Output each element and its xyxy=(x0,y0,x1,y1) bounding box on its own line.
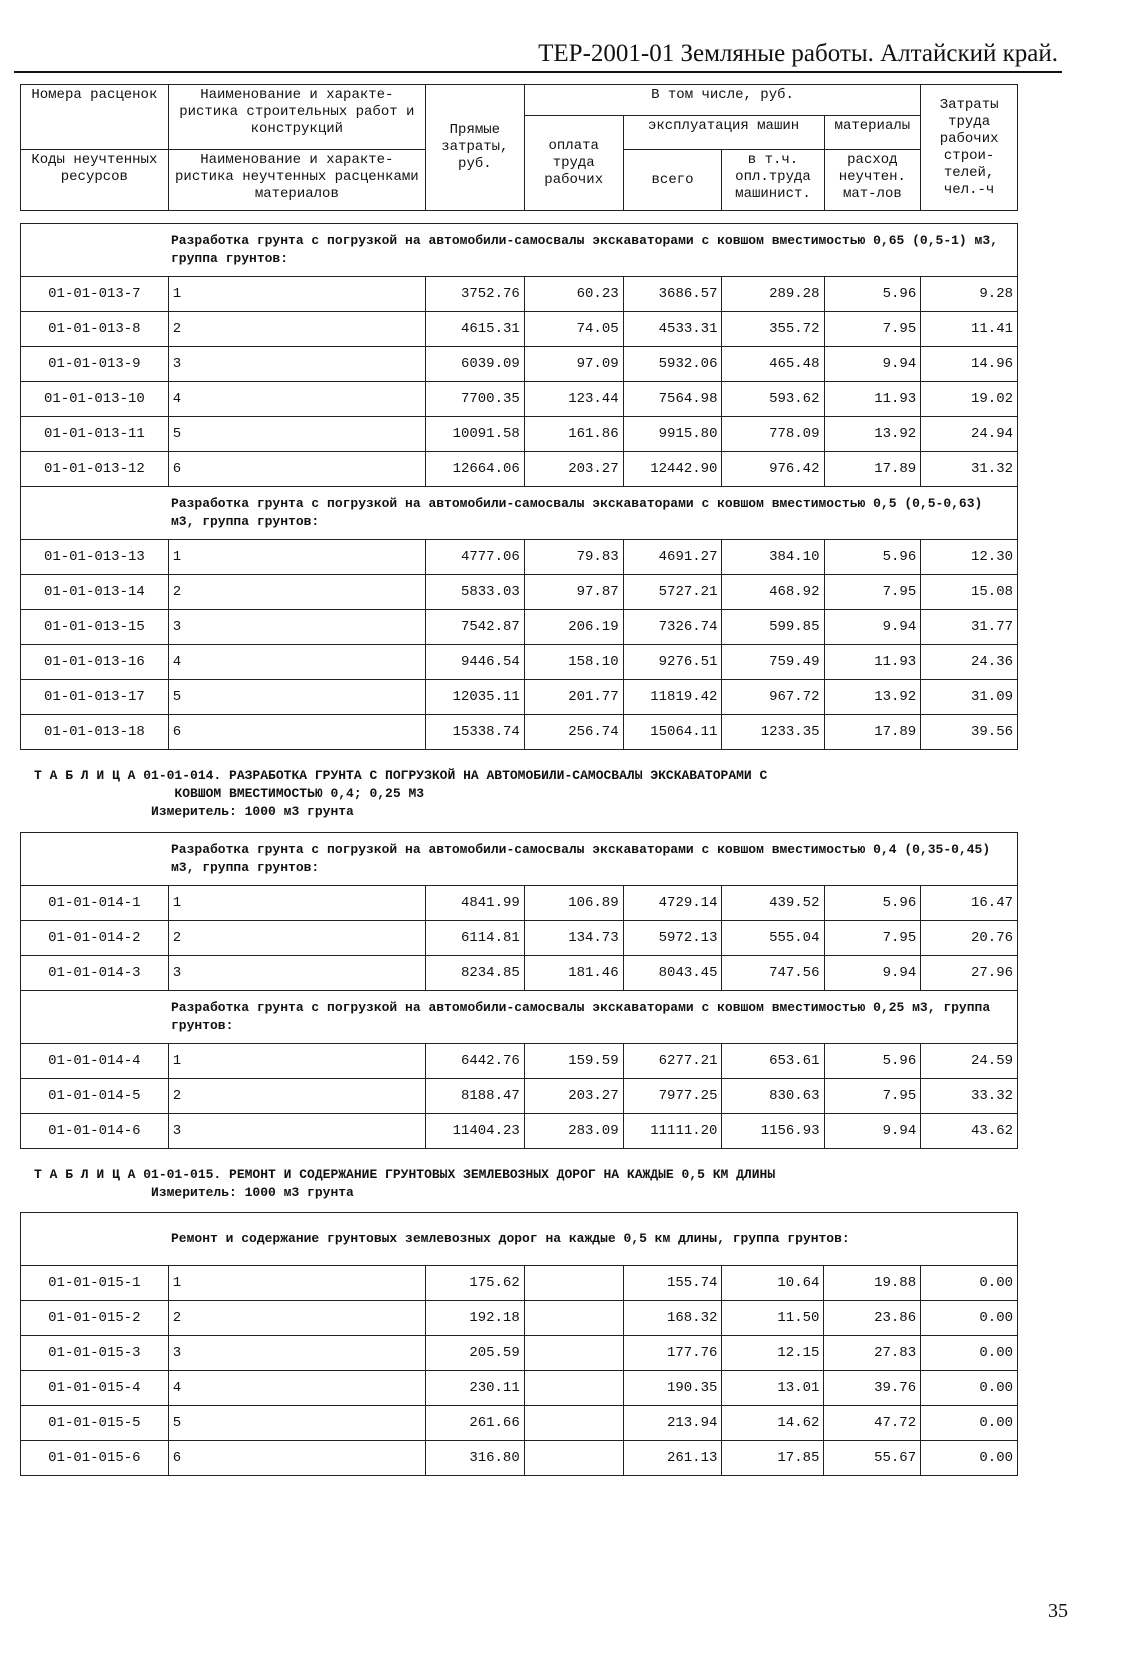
rate-code-cell: 01-01-014-6 xyxy=(21,1114,169,1149)
machine-total-cell: 4533.31 xyxy=(623,312,722,347)
group-number-cell: 4 xyxy=(168,382,425,417)
labor-wage-cell: 161.86 xyxy=(524,417,623,452)
machine-operator-wage-cell: 12.15 xyxy=(722,1336,824,1371)
direct-cost-cell: 7542.87 xyxy=(425,610,524,645)
group-number-cell: 1 xyxy=(168,1044,425,1079)
rates-table-013 xyxy=(20,223,1018,750)
machine-total-cell: 168.32 xyxy=(623,1301,722,1336)
table-row xyxy=(21,1301,1018,1336)
direct-cost-cell: 9446.54 xyxy=(425,645,524,680)
section-row xyxy=(21,487,1018,540)
rate-code-cell: 01-01-015-4 xyxy=(21,1371,169,1406)
materials-cell: 11.93 xyxy=(824,645,921,680)
labor-hours-cell: 31.32 xyxy=(921,452,1018,487)
machine-total-cell: 5727.21 xyxy=(623,575,722,610)
labor-wage-cell: 97.09 xyxy=(524,347,623,382)
materials-cell: 47.72 xyxy=(824,1406,921,1441)
direct-cost-cell: 4841.99 xyxy=(425,886,524,921)
direct-cost-cell: 316.80 xyxy=(425,1441,524,1476)
table-row xyxy=(21,347,1018,382)
table-caption-014: Т А Б Л И Ц А 01-01-014. РАЗРАБОТКА ГРУНТА С ПОГРУЗКОЙ НА АВТОМОБИЛИ-САМОСВАЛЫ ЭКСКАВАТОРАМИ С КОВШОМ ВМЕСТИМОСТЬЮ 0,4; 0,25 М3 Измеритель: 1000 м3 грунта xyxy=(34,768,768,819)
labor-hours-cell: 19.02 xyxy=(921,382,1018,417)
machine-total-cell: 11111.20 xyxy=(623,1114,722,1149)
direct-cost-cell: 6039.09 xyxy=(425,347,524,382)
direct-cost-cell: 6114.81 xyxy=(425,921,524,956)
table-row xyxy=(21,1336,1018,1371)
group-number-cell: 3 xyxy=(168,956,425,991)
machine-operator-wage-cell: 14.62 xyxy=(722,1406,824,1441)
table-row xyxy=(21,645,1018,680)
group-number-cell: 4 xyxy=(168,1371,425,1406)
rate-code-cell: 01-01-013-13 xyxy=(21,540,169,575)
machine-operator-wage-cell: 830.63 xyxy=(722,1079,824,1114)
labor-wage-cell: 123.44 xyxy=(524,382,623,417)
group-number-cell: 2 xyxy=(168,1079,425,1114)
group-number-cell: 3 xyxy=(168,610,425,645)
labor-hours-cell: 0.00 xyxy=(921,1406,1018,1441)
machine-total-cell: 7977.25 xyxy=(623,1079,722,1114)
materials-cell: 9.94 xyxy=(824,1114,921,1149)
machine-operator-wage-cell: 10.64 xyxy=(722,1266,824,1301)
machine-total-cell: 261.13 xyxy=(623,1441,722,1476)
group-number-cell: 1 xyxy=(168,277,425,312)
labor-hours-cell: 14.96 xyxy=(921,347,1018,382)
labor-wage-cell: 283.09 xyxy=(524,1114,623,1149)
machine-total-cell: 190.35 xyxy=(623,1371,722,1406)
group-number-cell: 6 xyxy=(168,1441,425,1476)
direct-cost-cell: 230.11 xyxy=(425,1371,524,1406)
labor-wage-cell xyxy=(524,1336,623,1371)
labor-hours-cell: 39.56 xyxy=(921,715,1018,750)
machine-operator-wage-cell: 778.09 xyxy=(722,417,824,452)
table-row xyxy=(21,921,1018,956)
rate-code-cell: 01-01-013-10 xyxy=(21,382,169,417)
machine-total-cell: 177.76 xyxy=(623,1336,722,1371)
rate-code-cell: 01-01-015-6 xyxy=(21,1441,169,1476)
table-row xyxy=(21,886,1018,921)
machine-operator-wage-cell: 759.49 xyxy=(722,645,824,680)
machine-total-cell: 5972.13 xyxy=(623,921,722,956)
machine-operator-wage-cell: 1233.35 xyxy=(722,715,824,750)
rate-code-cell: 01-01-015-3 xyxy=(21,1336,169,1371)
group-number-cell: 5 xyxy=(168,1406,425,1441)
rate-code-cell: 01-01-013-9 xyxy=(21,347,169,382)
rate-code-cell: 01-01-014-4 xyxy=(21,1044,169,1079)
group-number-cell: 2 xyxy=(168,921,425,956)
table-row xyxy=(21,312,1018,347)
machine-operator-wage-cell: 11.50 xyxy=(722,1301,824,1336)
table-row xyxy=(21,277,1018,312)
labor-hours-cell: 24.36 xyxy=(921,645,1018,680)
header-ekspl: эксплуатация машин xyxy=(623,116,824,150)
machine-total-cell: 4691.27 xyxy=(623,540,722,575)
machine-total-cell: 7564.98 xyxy=(623,382,722,417)
table-row xyxy=(21,417,1018,452)
labor-hours-cell: 16.47 xyxy=(921,886,1018,921)
rate-code-cell: 01-01-015-5 xyxy=(21,1406,169,1441)
materials-cell: 7.95 xyxy=(824,921,921,956)
direct-cost-cell: 12664.06 xyxy=(425,452,524,487)
materials-cell: 7.95 xyxy=(824,575,921,610)
group-number-cell: 5 xyxy=(168,417,425,452)
machine-operator-wage-cell: 555.04 xyxy=(722,921,824,956)
group-number-cell: 3 xyxy=(168,347,425,382)
group-number-cell: 2 xyxy=(168,312,425,347)
machine-total-cell: 155.74 xyxy=(623,1266,722,1301)
labor-wage-cell: 60.23 xyxy=(524,277,623,312)
machine-operator-wage-cell: 355.72 xyxy=(722,312,824,347)
header-vtch: в т.ч. опл.труда машинист. xyxy=(722,150,824,211)
section-title: Разработка грунта с погрузкой на автомобили-самосвалы экскаваторами с ковшом вместимостью 0,65 (0,5-1) м3, группа грунтов: xyxy=(21,224,1018,277)
table-caption-015: Т А Б Л И Ц А 01-01-015. РЕМОНТ И СОДЕРЖАНИЕ ГРУНТОВЫХ ЗЕМЛЕВОЗНЫХ ДОРОГ НА КАЖДЫЕ 0,5 КМ ДЛИНЫ Измеритель: 1000 м3 грунта xyxy=(34,1167,776,1200)
section-title: Разработка грунта с погрузкой на автомобили-самосвалы экскаваторами с ковшом вместимостью 0,5 (0,5-0,63) м3, группа грунтов: xyxy=(21,487,1018,540)
direct-cost-cell: 4777.06 xyxy=(425,540,524,575)
group-number-cell: 5 xyxy=(168,680,425,715)
machine-operator-wage-cell: 1156.93 xyxy=(722,1114,824,1149)
direct-cost-cell: 4615.31 xyxy=(425,312,524,347)
rate-code-cell: 01-01-014-3 xyxy=(21,956,169,991)
machine-total-cell: 7326.74 xyxy=(623,610,722,645)
table-row xyxy=(21,540,1018,575)
machine-operator-wage-cell: 747.56 xyxy=(722,956,824,991)
labor-wage-cell: 158.10 xyxy=(524,645,623,680)
rate-code-cell: 01-01-015-1 xyxy=(21,1266,169,1301)
labor-hours-cell: 15.08 xyxy=(921,575,1018,610)
materials-cell: 5.96 xyxy=(824,1044,921,1079)
labor-hours-cell: 24.94 xyxy=(921,417,1018,452)
labor-hours-cell: 27.96 xyxy=(921,956,1018,991)
header-vtom: В том числе, руб. xyxy=(524,85,920,116)
machine-total-cell: 15064.11 xyxy=(623,715,722,750)
table-row xyxy=(21,382,1018,417)
direct-cost-cell: 8188.47 xyxy=(425,1079,524,1114)
rate-code-cell: 01-01-013-14 xyxy=(21,575,169,610)
machine-operator-wage-cell: 468.92 xyxy=(722,575,824,610)
table-row xyxy=(21,575,1018,610)
table-row xyxy=(21,1114,1018,1149)
labor-wage-cell xyxy=(524,1266,623,1301)
machine-total-cell: 9276.51 xyxy=(623,645,722,680)
materials-cell: 5.96 xyxy=(824,277,921,312)
labor-hours-cell: 0.00 xyxy=(921,1441,1018,1476)
machine-total-cell: 9915.80 xyxy=(623,417,722,452)
materials-cell: 11.93 xyxy=(824,382,921,417)
header-naim: Наименование и характе-ристика строительных работ и конструкций xyxy=(168,85,425,150)
machine-operator-wage-cell: 439.52 xyxy=(722,886,824,921)
table-row xyxy=(21,610,1018,645)
machine-operator-wage-cell: 465.48 xyxy=(722,347,824,382)
table-row xyxy=(21,1079,1018,1114)
direct-cost-cell: 6442.76 xyxy=(425,1044,524,1079)
header-rashod: расход неучтен. мат-лов xyxy=(824,150,921,211)
labor-hours-cell: 20.76 xyxy=(921,921,1018,956)
header-kody: Коды неучтенных ресурсов xyxy=(21,150,169,211)
materials-cell: 5.96 xyxy=(824,886,921,921)
group-number-cell: 1 xyxy=(168,1266,425,1301)
machine-operator-wage-cell: 593.62 xyxy=(722,382,824,417)
materials-cell: 13.92 xyxy=(824,680,921,715)
direct-cost-cell: 10091.58 xyxy=(425,417,524,452)
table-row xyxy=(21,1266,1018,1301)
table-row xyxy=(21,452,1018,487)
header-oplata: оплата труда рабочих xyxy=(524,116,623,211)
section-title: Разработка грунта с погрузкой на автомобили-самосвалы экскаваторами с ковшом вместимостью 0,25 м3, группа грунтов: xyxy=(21,991,1018,1044)
table-row xyxy=(21,1371,1018,1406)
labor-hours-cell: 12.30 xyxy=(921,540,1018,575)
machine-total-cell: 3686.57 xyxy=(623,277,722,312)
group-number-cell: 3 xyxy=(168,1114,425,1149)
labor-hours-cell: 0.00 xyxy=(921,1266,1018,1301)
labor-hours-cell: 33.32 xyxy=(921,1079,1018,1114)
labor-wage-cell: 74.05 xyxy=(524,312,623,347)
header-nomera: Номера расценок xyxy=(21,85,169,150)
materials-cell: 5.96 xyxy=(824,540,921,575)
materials-cell: 7.95 xyxy=(824,1079,921,1114)
materials-cell: 23.86 xyxy=(824,1301,921,1336)
page-number: 35 xyxy=(1048,1600,1068,1622)
machine-operator-wage-cell: 967.72 xyxy=(722,680,824,715)
page-header xyxy=(14,40,1062,73)
machine-total-cell: 213.94 xyxy=(623,1406,722,1441)
column-header-table xyxy=(20,84,1018,211)
machine-total-cell: 12442.90 xyxy=(623,452,722,487)
rate-code-cell: 01-01-013-11 xyxy=(21,417,169,452)
machine-operator-wage-cell: 976.42 xyxy=(722,452,824,487)
labor-wage-cell: 181.46 xyxy=(524,956,623,991)
section-row xyxy=(21,1213,1018,1266)
labor-wage-cell: 203.27 xyxy=(524,1079,623,1114)
section-row xyxy=(21,833,1018,886)
materials-cell: 7.95 xyxy=(824,312,921,347)
direct-cost-cell: 15338.74 xyxy=(425,715,524,750)
materials-cell: 9.94 xyxy=(824,956,921,991)
materials-cell: 19.88 xyxy=(824,1266,921,1301)
machine-total-cell: 5932.06 xyxy=(623,347,722,382)
rate-code-cell: 01-01-013-15 xyxy=(21,610,169,645)
machine-operator-wage-cell: 289.28 xyxy=(722,277,824,312)
materials-cell: 13.92 xyxy=(824,417,921,452)
rate-code-cell: 01-01-013-17 xyxy=(21,680,169,715)
direct-cost-cell: 205.59 xyxy=(425,1336,524,1371)
section-row xyxy=(21,224,1018,277)
machine-operator-wage-cell: 599.85 xyxy=(722,610,824,645)
labor-wage-cell xyxy=(524,1371,623,1406)
labor-wage-cell: 79.83 xyxy=(524,540,623,575)
materials-cell: 9.94 xyxy=(824,610,921,645)
labor-hours-cell: 31.77 xyxy=(921,610,1018,645)
labor-hours-cell: 43.62 xyxy=(921,1114,1018,1149)
table-row xyxy=(21,956,1018,991)
rate-code-cell: 01-01-013-7 xyxy=(21,277,169,312)
rate-code-cell: 01-01-014-2 xyxy=(21,921,169,956)
labor-wage-cell: 256.74 xyxy=(524,715,623,750)
rate-code-cell: 01-01-013-18 xyxy=(21,715,169,750)
labor-wage-cell: 106.89 xyxy=(524,886,623,921)
direct-cost-cell: 3752.76 xyxy=(425,277,524,312)
materials-cell: 55.67 xyxy=(824,1441,921,1476)
labor-wage-cell: 134.73 xyxy=(524,921,623,956)
group-number-cell: 1 xyxy=(168,540,425,575)
rate-code-cell: 01-01-013-12 xyxy=(21,452,169,487)
rate-code-cell: 01-01-014-5 xyxy=(21,1079,169,1114)
materials-cell: 9.94 xyxy=(824,347,921,382)
direct-cost-cell: 11404.23 xyxy=(425,1114,524,1149)
labor-wage-cell: 159.59 xyxy=(524,1044,623,1079)
table-row xyxy=(21,1441,1018,1476)
labor-hours-cell: 11.41 xyxy=(921,312,1018,347)
table-row xyxy=(21,680,1018,715)
machine-operator-wage-cell: 17.85 xyxy=(722,1441,824,1476)
labor-wage-cell xyxy=(524,1406,623,1441)
labor-hours-cell: 0.00 xyxy=(921,1371,1018,1406)
labor-hours-cell: 24.59 xyxy=(921,1044,1018,1079)
group-number-cell: 6 xyxy=(168,715,425,750)
direct-cost-cell: 12035.11 xyxy=(425,680,524,715)
machine-total-cell: 6277.21 xyxy=(623,1044,722,1079)
section-title: Разработка грунта с погрузкой на автомобили-самосвалы экскаваторами с ковшом вместимостью 0,4 (0,35-0,45) м3, группа грунтов: xyxy=(21,833,1018,886)
materials-cell: 27.83 xyxy=(824,1336,921,1371)
direct-cost-cell: 175.62 xyxy=(425,1266,524,1301)
machine-operator-wage-cell: 653.61 xyxy=(722,1044,824,1079)
rates-table-014 xyxy=(20,832,1018,1149)
rate-code-cell: 01-01-015-2 xyxy=(21,1301,169,1336)
direct-cost-cell: 192.18 xyxy=(425,1301,524,1336)
document-title: ТЕР-2001-01 Земляные работы. Алтайский край. xyxy=(538,40,1058,67)
group-number-cell: 2 xyxy=(168,575,425,610)
labor-wage-cell xyxy=(524,1441,623,1476)
group-number-cell: 4 xyxy=(168,645,425,680)
direct-cost-cell: 5833.03 xyxy=(425,575,524,610)
direct-cost-cell: 261.66 xyxy=(425,1406,524,1441)
materials-cell: 17.89 xyxy=(824,715,921,750)
machine-operator-wage-cell: 384.10 xyxy=(722,540,824,575)
labor-wage-cell: 206.19 xyxy=(524,610,623,645)
header-vsego: всего xyxy=(623,150,722,211)
labor-wage-cell: 97.87 xyxy=(524,575,623,610)
rate-code-cell: 01-01-013-8 xyxy=(21,312,169,347)
header-zatraty: Затраты труда рабочих строи-телей, чел.-ч xyxy=(921,85,1018,211)
table-row xyxy=(21,1044,1018,1079)
machine-total-cell: 11819.42 xyxy=(623,680,722,715)
labor-hours-cell: 9.28 xyxy=(921,277,1018,312)
machine-operator-wage-cell: 13.01 xyxy=(722,1371,824,1406)
materials-cell: 39.76 xyxy=(824,1371,921,1406)
rate-code-cell: 01-01-014-1 xyxy=(21,886,169,921)
direct-cost-cell: 7700.35 xyxy=(425,382,524,417)
direct-cost-cell: 8234.85 xyxy=(425,956,524,991)
labor-hours-cell: 31.09 xyxy=(921,680,1018,715)
rate-code-cell: 01-01-013-16 xyxy=(21,645,169,680)
labor-wage-cell xyxy=(524,1301,623,1336)
labor-wage-cell: 201.77 xyxy=(524,680,623,715)
labor-hours-cell: 0.00 xyxy=(921,1336,1018,1371)
section-title: Ремонт и содержание грунтовых землевозных дорог на каждые 0,5 км длины, группа грунтов: xyxy=(21,1213,1018,1266)
machine-total-cell: 8043.45 xyxy=(623,956,722,991)
labor-hours-cell: 0.00 xyxy=(921,1301,1018,1336)
group-number-cell: 6 xyxy=(168,452,425,487)
group-number-cell: 2 xyxy=(168,1301,425,1336)
section-row xyxy=(21,991,1018,1044)
table-row xyxy=(21,715,1018,750)
header-mater: материалы xyxy=(824,116,921,150)
labor-wage-cell: 203.27 xyxy=(524,452,623,487)
header-naim2: Наименование и характе-ристика неучтенных расценками материалов xyxy=(168,150,425,211)
group-number-cell: 1 xyxy=(168,886,425,921)
rates-table-015 xyxy=(20,1212,1018,1476)
table-row xyxy=(21,1406,1018,1441)
materials-cell: 17.89 xyxy=(824,452,921,487)
header-pryamye: Прямые затраты, руб. xyxy=(425,85,524,211)
machine-total-cell: 4729.14 xyxy=(623,886,722,921)
group-number-cell: 3 xyxy=(168,1336,425,1371)
